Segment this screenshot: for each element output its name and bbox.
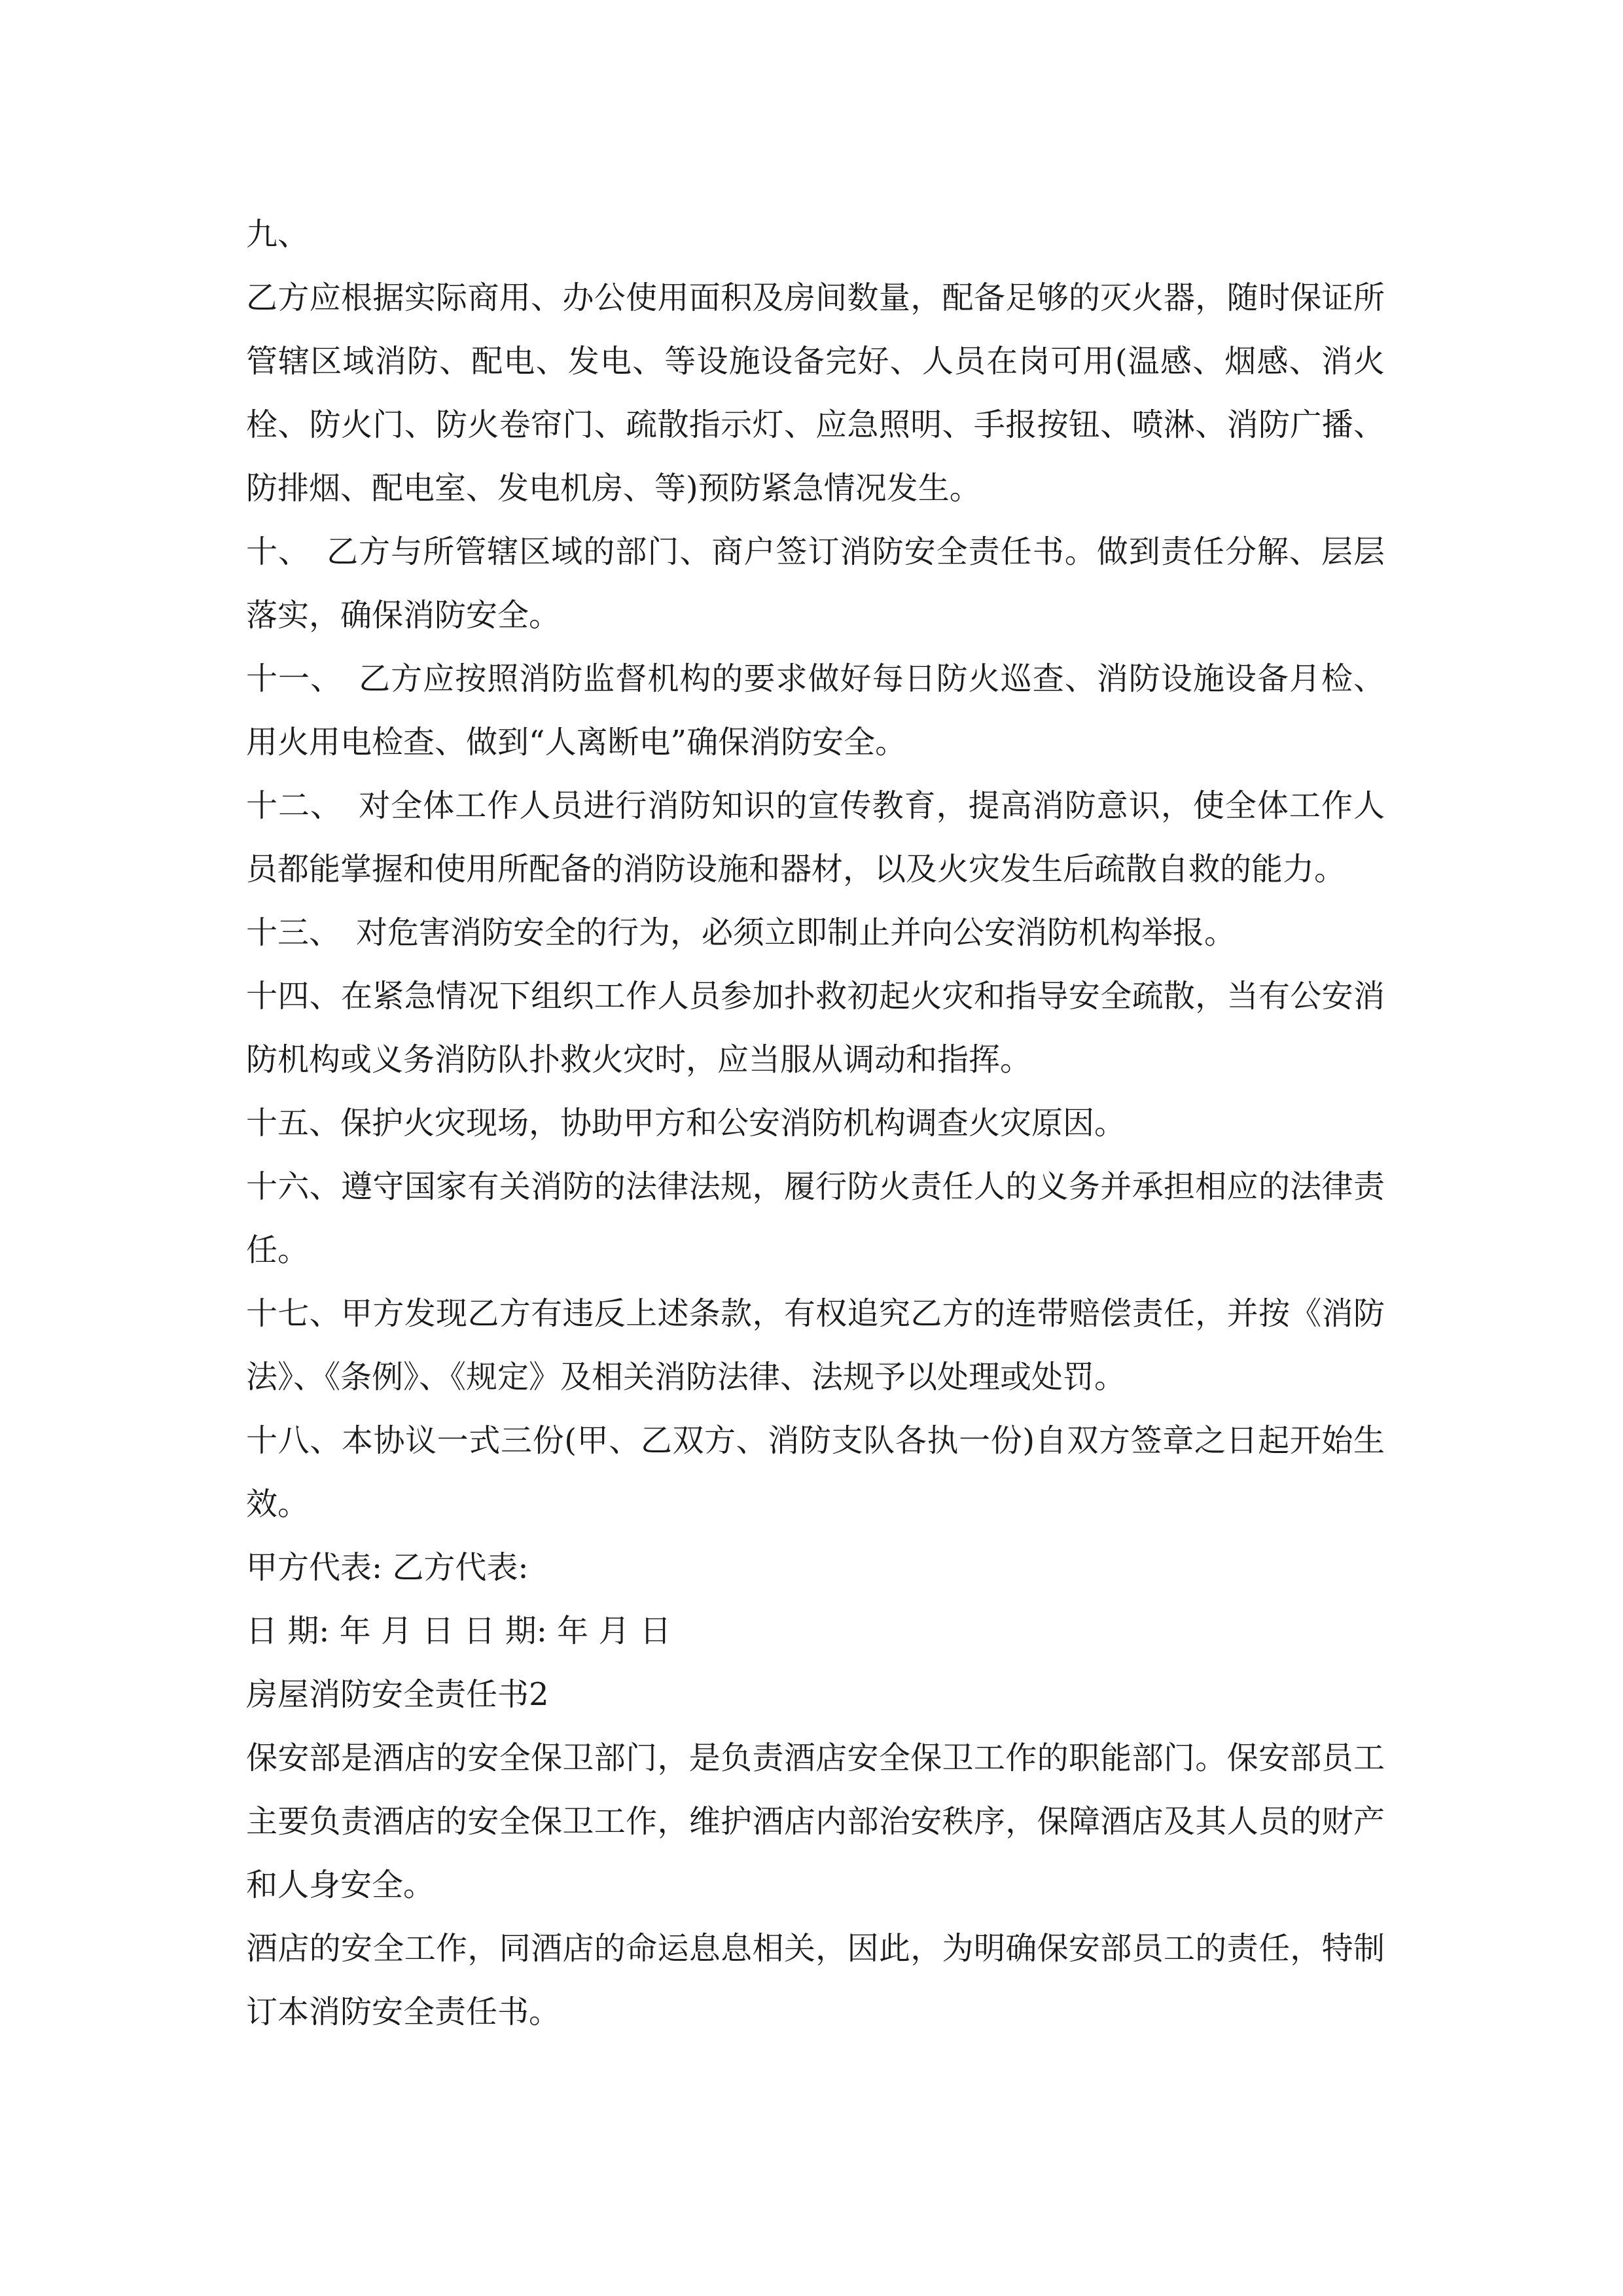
document-page bbox=[246, 203, 1385, 2044]
signature-line: 甲方代表: 乙方代表: bbox=[246, 1549, 529, 1586]
clause-17: 十七、甲方发现乙方有违反上述条款，有权追究乙方的连带赔偿责任，并按《消防法》、《条例》、《规定》及相关消防法律、法规予以处理或处罚。 bbox=[246, 1295, 1385, 1395]
closing-paragraph-2: 酒店的安全工作，同酒店的命运息息相关，因此，为明确保安部员工的责任，特制订本消防安全责任书。 bbox=[246, 1930, 1385, 2030]
clause-10: 十、 乙方与所管辖区域的部门、商户签订消防安全责任书。做到责任分解、层层落实，确保消防安全。 bbox=[246, 533, 1385, 634]
clause-14: 十四、在紧急情况下组织工作人员参加扑救初起火灾和指导安全疏散，当有公安消防机构或义务消防队扑救火灾时，应当服从调动和指挥。 bbox=[246, 978, 1385, 1078]
clause-11: 十一、 乙方应按照消防监督机构的要求做好每日防火巡查、消防设施设备月检、用火用电检查、做到“人离断电”确保消防安全。 bbox=[246, 660, 1385, 761]
closing-paragraph-1: 保安部是酒店的安全保卫部门，是负责酒店安全保卫工作的职能部门。保安部员工主要负责酒店的安全保卫工作，维护酒店内部治安秩序，保障酒店及其人员的财产和人身安全。 bbox=[246, 1740, 1385, 1903]
clause-15: 十五、保护火灾现场，协助甲方和公安消防机构调查火灾原因。 bbox=[246, 1105, 1126, 1141]
clause-9-body: 乙方应根据实际商用、办公使用面积及房间数量，配备足够的灭火器，随时保证所管辖区域消防、配电、发电、等设施设备完好、人员在岗可用(温感、烟感、消火栓、防火门、防火卷帘门、疏散指示灯、应急照明、手报按钮、喷淋、消防广播、防排烟、配电室、发电机房、等)预防紧急情况发生。 bbox=[246, 279, 1385, 507]
clause-16: 十六、遵守国家有关消防的法律法规，履行防火责任人的义务并承担相应的法律责任。 bbox=[246, 1168, 1385, 1268]
clause-12: 十二、 对全体工作人员进行消防知识的宣传教育，提高消防意识，使全体工作人员都能掌握和使用所配备的消防设施和器材，以及火灾发生后疏散自救的能力。 bbox=[246, 787, 1385, 888]
section-title: 房屋消防安全责任书2 bbox=[246, 1676, 549, 1713]
date-line: 日 期: 年 月 日 日 期: 年 月 日 bbox=[246, 1613, 671, 1649]
clause-13: 十三、 对危害消防安全的行为，必须立即制止并向公安消防机构举报。 bbox=[246, 914, 1236, 951]
clause-9-heading: 九、 bbox=[246, 216, 310, 253]
clause-18: 十八、本协议一式三份(甲、乙双方、消防支队各执一份)自双方签章之日起开始生效。 bbox=[246, 1422, 1385, 1522]
